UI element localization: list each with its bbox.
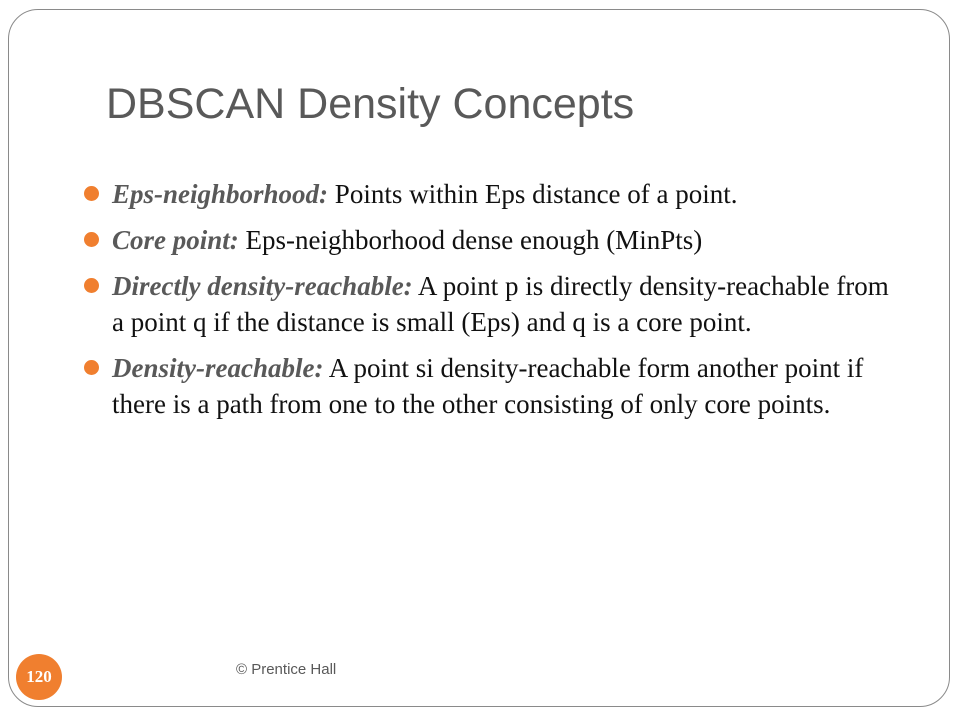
bullet-dot-icon — [84, 232, 99, 247]
bullet-text: A point si density-reachable form another point if there is a path from one to the other consisting of only core points. — [112, 353, 864, 419]
bullet-core-point — [84, 222, 904, 258]
slide-title: DBSCAN Density Concepts — [106, 80, 635, 128]
bullet-term: Density-reachable: — [112, 353, 324, 383]
bullet-term: Core point: — [112, 225, 239, 255]
bullet-density-reachable — [84, 350, 904, 422]
bullet-text: Points within Eps distance of a point. — [328, 179, 738, 209]
bullet-text: Eps-neighborhood dense enough (MinPts) — [238, 225, 703, 255]
bullet-list — [84, 176, 904, 432]
page-number-badge: 120 — [16, 654, 62, 700]
bullet-dot-icon — [84, 186, 99, 201]
bullet-term: Directly density-reachable: — [112, 271, 413, 301]
bullet-directly-density-reachable — [84, 268, 904, 340]
copyright-footer: © Prentice Hall — [236, 661, 337, 678]
bullet-text: A point p is directly density-reachable from a point q if the distance is small (Eps) and q is a core point. — [112, 271, 889, 337]
bullet-eps-neighborhood — [84, 176, 904, 212]
bullet-dot-icon — [84, 360, 99, 375]
bullet-term: Eps-neighborhood: — [112, 179, 329, 209]
bullet-dot-icon — [84, 278, 99, 293]
